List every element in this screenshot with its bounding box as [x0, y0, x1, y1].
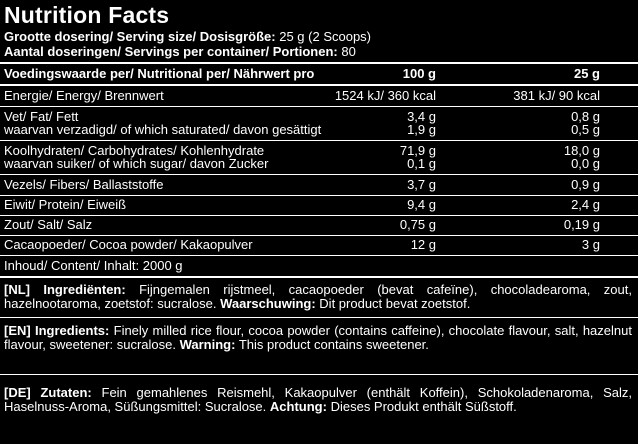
table-row-col2: 2,4 g: [571, 197, 600, 212]
table-row-col1: 1524 kJ/ 360 kcal: [334, 88, 436, 103]
table-row-col2: 0,0 g: [571, 156, 600, 171]
divider: [0, 106, 638, 107]
table-row-label: Vezels/ Fibers/ Ballaststoffe: [4, 177, 164, 192]
ingredients-de-label: [DE] Zutaten:: [4, 385, 92, 400]
servings-per-container: [4, 45, 356, 59]
table-row-col1: 12 g: [410, 237, 436, 252]
table-row-label: Vet/ Fat/ Fett: [4, 109, 79, 124]
ingredients-de-warning-text: Dieses Produkt enthält Süßstoff.: [330, 399, 517, 414]
ingredients-nl-warning-label: Waarschuwing:: [220, 296, 316, 311]
divider: [0, 235, 638, 236]
table-row-label: waarvan suiker/ of which sugar/ davon Zucker: [4, 156, 269, 171]
ingredients-nl-text: Fijngemalen rijstmeel, cacaopoeder (bevat cafeïne), chocoladearoma, zout, hazelnootaroma, zoetstof: sucralose.: [4, 282, 632, 311]
table-row-col2: 0,19 g: [563, 217, 600, 232]
table-row-col2: 381 kJ/ 90 kcal: [513, 88, 600, 103]
divider: [0, 276, 638, 278]
table-row-label: Energie/ Energy/ Brennwert: [4, 88, 164, 103]
table-row-label: Zout/ Salt/ Salz: [4, 217, 93, 232]
ingredients-en-warning-label: Warning:: [179, 337, 236, 352]
ingredients-en: [4, 324, 632, 352]
table-header-label: Voedingswaarde per/ Nutritional per/ Nährwert pro: [4, 66, 315, 81]
divider: [0, 317, 638, 318]
divider: [0, 84, 638, 86]
divider: [0, 140, 638, 141]
ingredients-nl-label: [NL] Ingrediënten:: [4, 282, 126, 297]
divider: [0, 215, 638, 216]
table-row-col2: 3 g: [581, 237, 600, 252]
ingredients-en-text: Finely milled rice flour, cocoa powder (contains caffeine), chocolate flavour, salt, hazelnut flavour, sweetener: sucralose.: [4, 323, 632, 352]
table-row-col1: 9,4 g: [407, 197, 436, 212]
table-header-col2: 25 g: [573, 66, 600, 81]
serving-size: [4, 30, 371, 44]
divider: [0, 374, 638, 375]
divider: [0, 195, 638, 196]
table-row-col2: 0,9 g: [571, 177, 600, 192]
table-row-label: waarvan verzadigd/ of which saturated/ davon gesättigt: [4, 122, 322, 137]
divider: [0, 174, 638, 175]
table-row-col2: 0,5 g: [571, 122, 600, 137]
divider: [0, 255, 638, 256]
table-row-col1: 3,4 g: [407, 109, 436, 124]
table-row-col1: 71,9 g: [399, 143, 436, 158]
ingredients-de-text: Fein gemahlenes Reismehl, Kakaopulver (enthält Koffein), Schokoladenaroma, Salz, Haselnuss-Aroma, Süßungsmittel: Sucralose.: [4, 385, 632, 414]
table-row-label: Cacaopoeder/ Cocoa powder/ Kakaopulver: [4, 237, 253, 252]
serving-size-label: Grootte dosering/ Serving size/ Dosisgröße:: [4, 29, 276, 44]
divider: [0, 62, 638, 64]
table-row-col2: 0,8 g: [571, 109, 600, 124]
table-row-col2: 18,0 g: [563, 143, 600, 158]
table-row-label: Koolhydraten/ Carbohydrates/ Kohlenhydrate: [4, 143, 265, 158]
ingredients-en-warning-text: This product contains sweetener.: [238, 337, 429, 352]
ingredients-en-label: [EN] Ingredients:: [4, 323, 110, 338]
table-header-col1: 100 g: [402, 66, 436, 81]
ingredients-nl: [4, 283, 632, 311]
serving-size-value: 25 g (2 Scoops): [279, 29, 372, 44]
table-row-col1: 0,1 g: [407, 156, 436, 171]
table-row-col1: 3,7 g: [407, 177, 436, 192]
table-row-col1: 1,9 g: [407, 122, 436, 137]
ingredients-nl-warning-text: Dit product bevat zoetstof.: [319, 296, 471, 311]
ingredients-de: [4, 386, 632, 414]
servings-per-container-value: 80: [341, 44, 356, 59]
table-row-label: Eiwit/ Protein/ Eiweiß: [4, 197, 127, 212]
label-title: Nutrition Facts: [4, 2, 170, 28]
servings-per-container-label: Aantal doseringen/ Servings per container/ Portionen:: [4, 44, 338, 59]
table-row-col1: 0,75 g: [399, 217, 436, 232]
net-content: Inhoud/ Content/ Inhalt: 2000 g: [4, 258, 183, 273]
ingredients-de-warning-label: Achtung:: [269, 399, 327, 414]
